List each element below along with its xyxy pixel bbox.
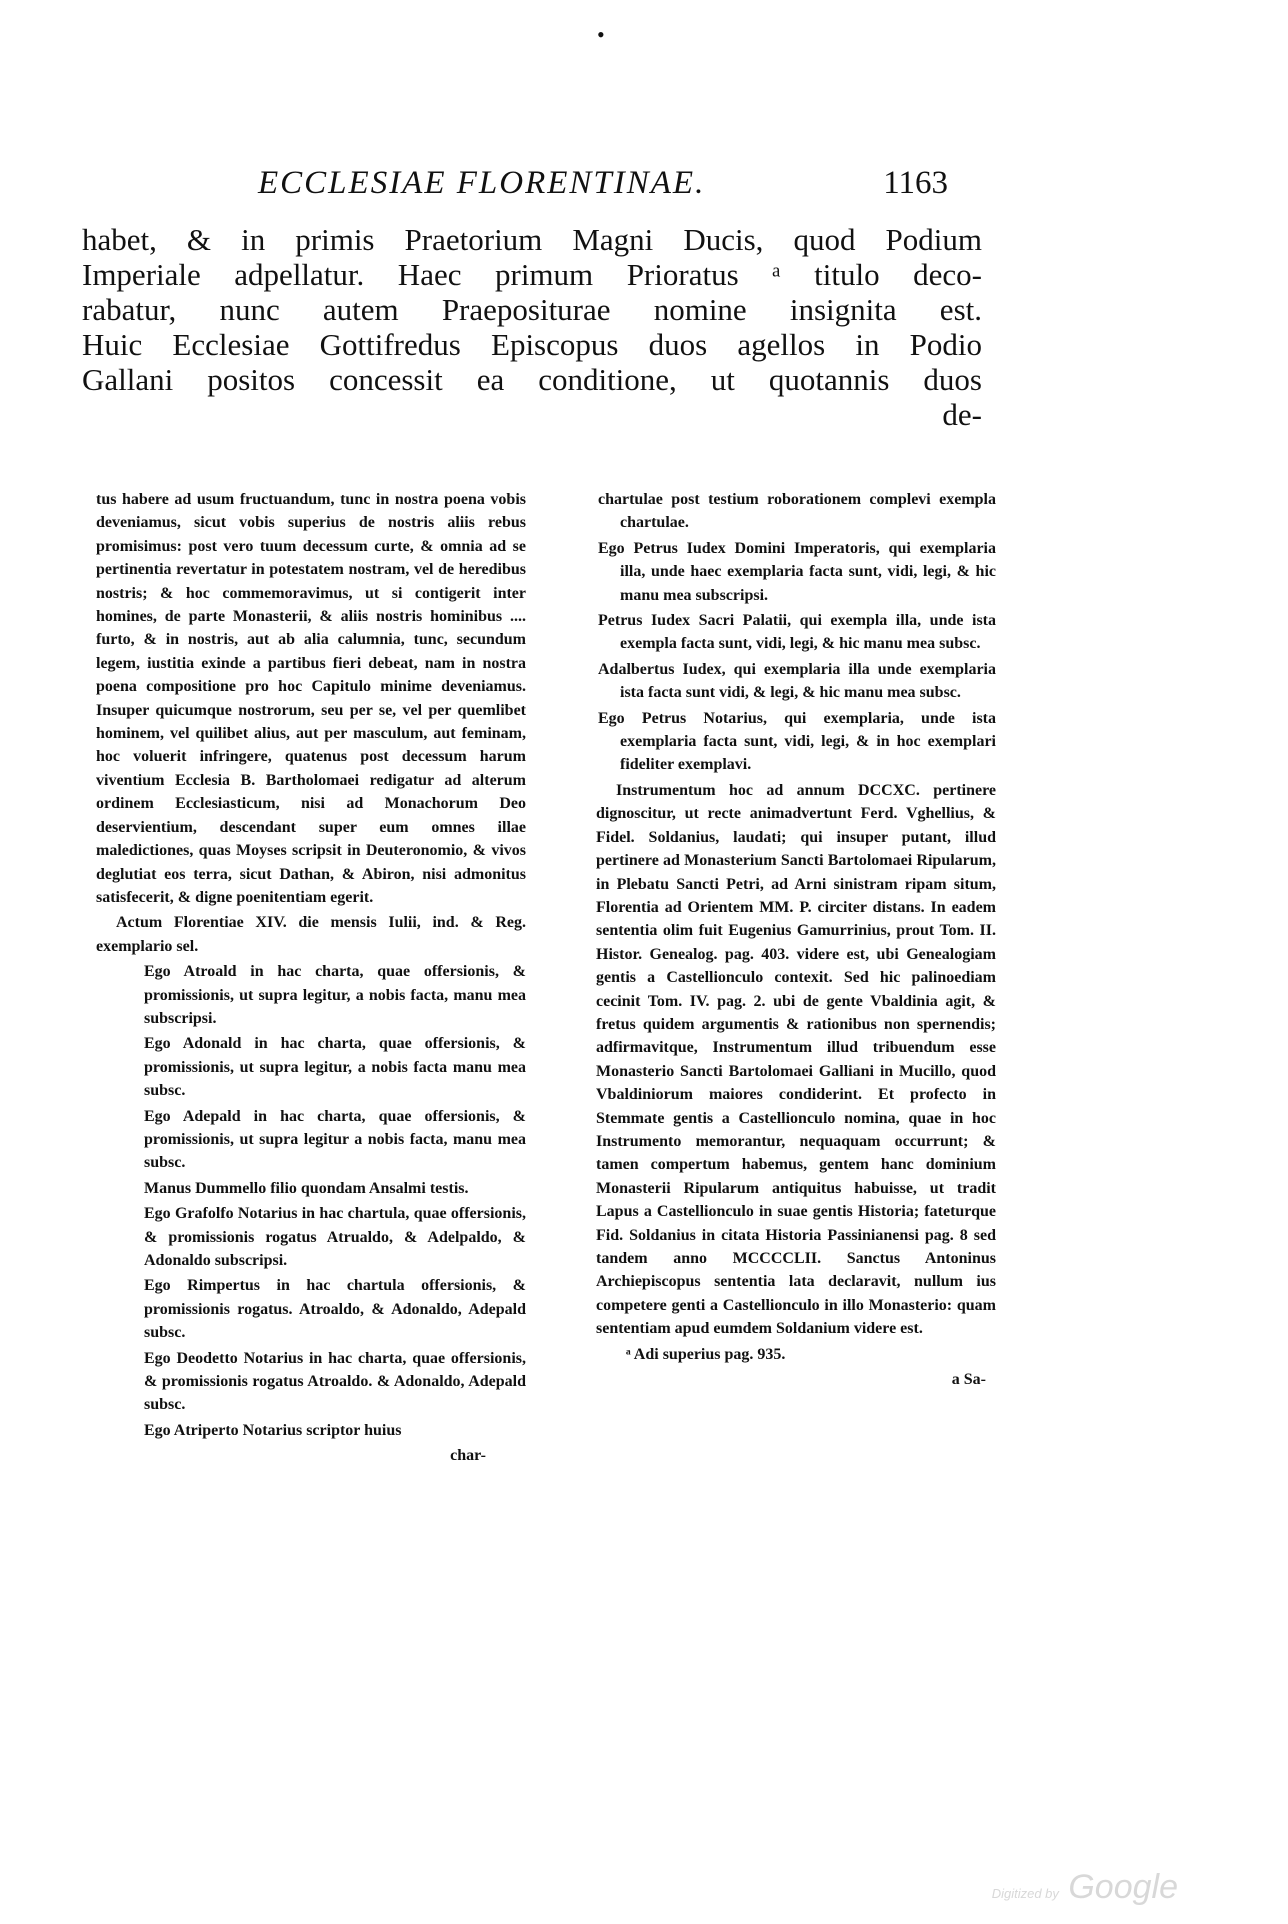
digitization-watermark [992,1868,1178,1907]
right-column [596,488,996,1391]
intro-line: Imperiale adpellatur. Haec primum Prioratus ᵃ titulo deco- [82,257,982,292]
signature-entry: Ego Rimpertus in hac chartula offersionis, & promissionis rogatus. Atroaldo, & Adonaldo, Adepald subsc. [144,1277,526,1342]
commentary-paragraph: Instrumentum hoc ad annum DCCXC. pertinere dignoscitur, ut recte animadvertunt Ferd. Vghellius, & Fidel. Soldanius, laudati; qui insuper putant, illud pertinere ad Monasterium Sancti Bartolomaei Ripularum, in Plebatu Sancti Petri, ad Arni sinistram ripam situm, Florentia ad Orientem MM. P. circiter distans. In eadem sententia olim fuit Eugenius Gamurrinius, prout Tom. II. Histor. Genealog. pag. 403. videre est, ubi Genealogiam gentis a Castellionculo contexit. Sed hic palinoediam cecinit Tom. IV. pag. 2. ubi de gente Vbaldinia agit, & fretus quidem argumentis & rationibus non spernendis; adfirmavitque, Instrumentum illud tribuendum esse Monasterio Sancti Bartolomaei Galliani in Mucillo, quod Vbaldiniorum maiores condiderint. Et profecto in Stemmate gentis a Castellionculo nomina, quae in hoc Instrumento memorantur, nequaquam occurrunt; & tamen compertum habemus, gentem hanc dominium Monasterii Ripularum antiquitus habuisse, ut tradit Lapus a Castellionculo in suae gentis Historia; fateturque Fid. Soldanius in citata Historia Passinianensi pag. 8 sed tandem anno MCCCCLII. Sanctus Antoninus Archiepiscopus sententia lata declaravit, nullum ius competere genti a Castellionculo in illo Monasterio: quam sententiam apud eumdem Soldanium videre est. [596,781,996,1338]
signature-entry: Ego Petrus Iudex Domini Imperatoris, qui exemplaria illa, unde haec exemplaria facta sunt, vidi, legi, & hic manu mea subscripsi. [598,539,996,604]
page-number: 1163 [883,165,948,201]
watermark-small: Digitized by [991,1886,1059,1901]
signature-entry: Ego Atroald in hac charta, quae offersionis, & promissionis, ut supra legitur, a nobis facta, manu mea subscripsi. [144,963,526,1027]
intro-line: Huic Ecclesiae Gottifredus Episcopus duos agellos in Podio [82,327,982,362]
intro-paragraph [82,222,982,432]
signature-entry: Ego Grafolfo Notarius in hac chartula, quae offersionis, & promissionis rogatus Atrualdo, & Adelpaldo, & Adonaldo subscripsi. [144,1205,526,1269]
signature-entry: Ego Atriperto Notarius scriptor huius [144,1421,402,1439]
signature-entry: chartulae post testium roborationem complevi exempla chartulae. [598,491,996,532]
charter-text: tus habere ad usum fructuandum, tunc in nostra poena vobis deveniamus, sicut vobis superius de nostris aliis rebus promisimus: post vero tuum decessum curte, & omnia ad se pertinentia revertatur in potestatem nostram, vel de heredibus nostris; & hoc commemoravimus, ut si contigerit inter homines, de parte Monasterii, & aliis nostris hominibus .... furto, & in nostris, aut ab alia calumnia, tunc, secundum legem, iustitia exinde a partibus fieri debeat, nam in nostra poena compositione pro hoc Capitulo minime deveniamus. Insuper quicumque nostrorum, seu per se, vel per quemlibet hominem, vel quilibet alius, aut per masculum, aut feminam, hoc voluerit infringere, quatenus post decessum harum viventium Ecclesia B. Bartholomaei redigatur ad alterum ordinem Ecclesiasticum, nisi ad Monachorum Deo deservientium, descendant super eum omnes illae maledictiones, quas Moyses scripsit in Deuteronomio, & vivos deglutiat eos terra, sicut Dathan, & Abiron, nisi admonitus satisfecerit, & digne poenitentiam egerit. [96,491,526,906]
running-title: ECCLESIAE FLORENTINAE. [258,165,706,201]
page-header [258,165,948,205]
catchword: char- [450,1447,486,1465]
signature-entry: Ego Deodetto Notarius in hac charta, quae offersionis, & promissionis rogatus Atroaldo. & Adonaldo, Adepald subsc. [144,1349,526,1414]
intro-line: rabatur, nunc autem Praepositurae nomine insignita est. [82,292,982,327]
catchword: a Sa- [951,1371,986,1389]
signature-entry: Ego Petrus Notarius, qui exemplaria, unde ista exemplaria facta sunt, vidi, legi, & in hoc exemplari fideliter exemplavi. [598,709,996,774]
intro-line: Gallani positos concessit ea conditione, ut quotannis duos [82,362,982,397]
signature-entry: Adalbertus Iudex, qui exemplaria illa unde exemplaria ista facta sunt vidi, & legi, & hic manu mea subsc. [598,660,996,702]
intro-line: de- [942,397,982,432]
intro-line: habet, & in primis Praetorium Magni Ducis, quod Podium [82,222,982,257]
signature-entry: Petrus Iudex Sacri Palatii, qui exempla illa, unde ista exempla facta sunt, vidi, legi, & hic manu mea subsc. [598,612,996,653]
footnote: ᵃ Adi superius pag. 935. [626,1345,786,1363]
actum-line: Actum Florentiae XIV. die mensis Iulii, ind. & Reg. exemplario sel. [96,914,526,955]
signature-entry: Ego Adonald in hac charta, quae offersionis, & promissionis, ut supra legitur, a nobis facta manu mea subsc. [144,1035,526,1100]
top-mark: • [597,22,605,47]
left-column [96,488,526,1468]
signature-entry: Ego Adepald in hac charta, quae offersionis, & promissionis, ut supra legitur a nobis facta, manu mea subsc. [144,1107,526,1172]
signature-entry: Manus Dummello filio quondam Ansalmi testis. [144,1179,469,1197]
watermark-brand: Google [1068,1868,1178,1906]
